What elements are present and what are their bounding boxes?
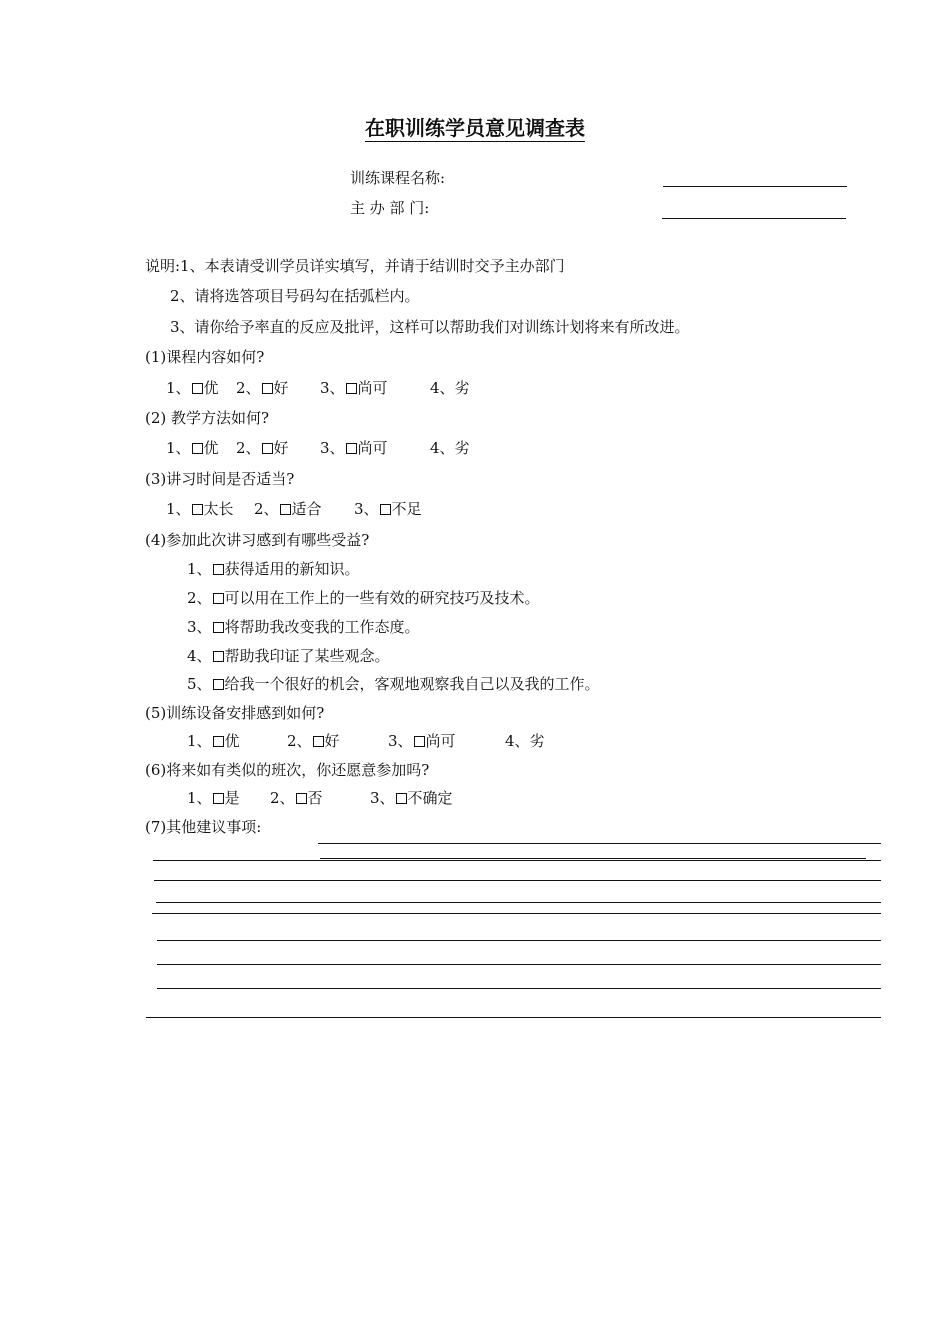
checkbox-icon[interactable] bbox=[262, 383, 273, 394]
question-6: (6)将来如有类似的班次，你还愿意参加吗? bbox=[145, 761, 430, 779]
suggestion-line[interactable] bbox=[146, 1017, 881, 1018]
option-number: 1、 bbox=[187, 732, 212, 750]
checkbox-icon[interactable] bbox=[280, 504, 291, 515]
checkbox-icon[interactable] bbox=[396, 793, 407, 804]
checkbox-icon[interactable] bbox=[380, 504, 391, 515]
option-number: 3、 bbox=[370, 789, 395, 807]
option-number: 2、 bbox=[187, 589, 212, 607]
question-7: (7)其他建议事项: bbox=[145, 818, 262, 836]
option-label: 好 bbox=[273, 379, 289, 397]
checkbox-icon[interactable] bbox=[296, 793, 307, 804]
suggestion-line[interactable] bbox=[318, 843, 881, 844]
course-name-label: 训练课程名称: bbox=[350, 169, 446, 187]
page-title bbox=[0, 114, 950, 142]
option-label: 可以用在工作上的一些有效的研究技巧及技术。 bbox=[224, 589, 540, 607]
instruction-line-1: 说明:1、本表请受训学员详实填写，并请于结训时交予主办部门 bbox=[145, 257, 565, 275]
option-label: 帮助我印证了某些观念。 bbox=[224, 647, 390, 665]
checkbox-icon[interactable] bbox=[213, 564, 224, 575]
checkbox-icon[interactable] bbox=[192, 383, 203, 394]
checkbox-icon[interactable] bbox=[313, 736, 324, 747]
suggestion-line[interactable] bbox=[154, 880, 881, 881]
suggestion-line[interactable] bbox=[153, 860, 881, 861]
suggestion-line[interactable] bbox=[157, 988, 881, 989]
option-number: 4、 bbox=[187, 647, 212, 665]
checkbox-icon[interactable] bbox=[346, 383, 357, 394]
question-5: (5)训练设备安排感到如何? bbox=[145, 704, 325, 722]
course-name-field[interactable] bbox=[663, 186, 847, 187]
option-label: 将帮助我改变我的工作态度。 bbox=[224, 618, 420, 636]
option-label: 适合 bbox=[291, 500, 322, 518]
option-label: 好 bbox=[273, 439, 289, 457]
q5-option-4[interactable] bbox=[505, 731, 545, 751]
q2-option-1[interactable] bbox=[166, 438, 219, 458]
question-1: (1)课程内容如何? bbox=[145, 348, 265, 366]
q3-option-2[interactable] bbox=[254, 499, 322, 519]
q4-option-1[interactable] bbox=[187, 559, 360, 579]
option-label: 劣 bbox=[454, 439, 470, 457]
option-number: 2、 bbox=[236, 379, 261, 397]
option-number: 2、 bbox=[236, 439, 261, 457]
q5-option-2[interactable] bbox=[287, 731, 340, 751]
q3-option-1[interactable] bbox=[166, 499, 234, 519]
option-label: 优 bbox=[203, 379, 219, 397]
option-label: 尚可 bbox=[425, 732, 456, 750]
option-number: 1、 bbox=[166, 439, 191, 457]
checkbox-icon[interactable] bbox=[192, 443, 203, 454]
option-number: 4、 bbox=[430, 439, 455, 457]
checkbox-icon[interactable] bbox=[346, 443, 357, 454]
checkbox-icon[interactable] bbox=[213, 793, 224, 804]
q6-option-3[interactable] bbox=[370, 788, 453, 808]
option-number: 2、 bbox=[270, 789, 295, 807]
department-label: 主 办 部 门: bbox=[350, 199, 430, 217]
checkbox-icon[interactable] bbox=[213, 622, 224, 633]
instruction-line-2: 2、请将选答项目号码勾在括弧栏内。 bbox=[170, 287, 420, 305]
option-number: 1、 bbox=[166, 500, 191, 518]
checkbox-icon[interactable] bbox=[414, 736, 425, 747]
q4-option-3[interactable] bbox=[187, 617, 420, 637]
checkbox-icon[interactable] bbox=[213, 736, 224, 747]
option-label: 不足 bbox=[391, 500, 422, 518]
q6-option-2[interactable] bbox=[270, 788, 323, 808]
q2-option-3[interactable] bbox=[320, 438, 388, 458]
checkbox-icon[interactable] bbox=[213, 593, 224, 604]
q4-option-2[interactable] bbox=[187, 588, 540, 608]
question-2: (2) 教学方法如何? bbox=[145, 409, 270, 427]
option-number: 1、 bbox=[187, 560, 212, 578]
option-label: 太长 bbox=[203, 500, 234, 518]
option-label: 尚可 bbox=[357, 439, 388, 457]
option-label: 劣 bbox=[529, 732, 545, 750]
checkbox-icon[interactable] bbox=[192, 504, 203, 515]
option-number: 3、 bbox=[320, 439, 345, 457]
option-number: 3、 bbox=[320, 379, 345, 397]
q6-option-1[interactable] bbox=[187, 788, 240, 808]
option-number: 3、 bbox=[354, 500, 379, 518]
q4-option-4[interactable] bbox=[187, 646, 390, 666]
option-label: 优 bbox=[224, 732, 240, 750]
q1-option-2[interactable] bbox=[236, 378, 289, 398]
option-number: 3、 bbox=[388, 732, 413, 750]
q1-option-1[interactable] bbox=[166, 378, 219, 398]
checkbox-icon[interactable] bbox=[262, 443, 273, 454]
option-number: 1、 bbox=[187, 789, 212, 807]
option-label: 是 bbox=[224, 789, 240, 807]
suggestion-line[interactable] bbox=[320, 858, 866, 859]
checkbox-icon[interactable] bbox=[213, 679, 224, 690]
q5-option-1[interactable] bbox=[187, 731, 240, 751]
option-label: 好 bbox=[324, 732, 340, 750]
checkbox-icon[interactable] bbox=[213, 651, 224, 662]
department-field[interactable] bbox=[662, 218, 846, 219]
q1-option-3[interactable] bbox=[320, 378, 388, 398]
q4-option-5[interactable] bbox=[187, 674, 600, 694]
question-4: (4)参加此次讲习感到有哪些受益? bbox=[145, 531, 370, 549]
option-number: 5、 bbox=[187, 675, 212, 693]
q5-option-3[interactable] bbox=[388, 731, 456, 751]
option-number: 4、 bbox=[505, 732, 530, 750]
suggestion-line[interactable] bbox=[156, 902, 881, 903]
suggestion-line[interactable] bbox=[157, 940, 881, 941]
option-label: 否 bbox=[307, 789, 323, 807]
option-label: 获得适用的新知识。 bbox=[224, 560, 360, 578]
page-title-text: 在职训练学员意见调查表 bbox=[365, 116, 585, 140]
q2-option-2[interactable] bbox=[236, 438, 289, 458]
question-3: (3)讲习时间是否适当? bbox=[145, 470, 295, 488]
option-label: 劣 bbox=[454, 379, 470, 397]
option-number: 3、 bbox=[187, 618, 212, 636]
suggestion-line[interactable] bbox=[157, 964, 881, 965]
q1-option-4[interactable] bbox=[430, 378, 470, 398]
option-number: 2、 bbox=[254, 500, 279, 518]
option-number: 4、 bbox=[430, 379, 455, 397]
option-number: 2、 bbox=[287, 732, 312, 750]
q2-option-4[interactable] bbox=[430, 438, 470, 458]
option-label: 不确定 bbox=[407, 789, 453, 807]
option-label: 给我一个很好的机会，客观地观察我自己以及我的工作。 bbox=[224, 675, 600, 693]
instruction-line-3: 3、请你给予率直的反应及批评，这样可以帮助我们对训练计划将来有所改进。 bbox=[170, 318, 690, 336]
suggestion-line[interactable] bbox=[152, 913, 881, 914]
q3-option-3[interactable] bbox=[354, 499, 422, 519]
option-number: 1、 bbox=[166, 379, 191, 397]
option-label: 优 bbox=[203, 439, 219, 457]
option-label: 尚可 bbox=[357, 379, 388, 397]
